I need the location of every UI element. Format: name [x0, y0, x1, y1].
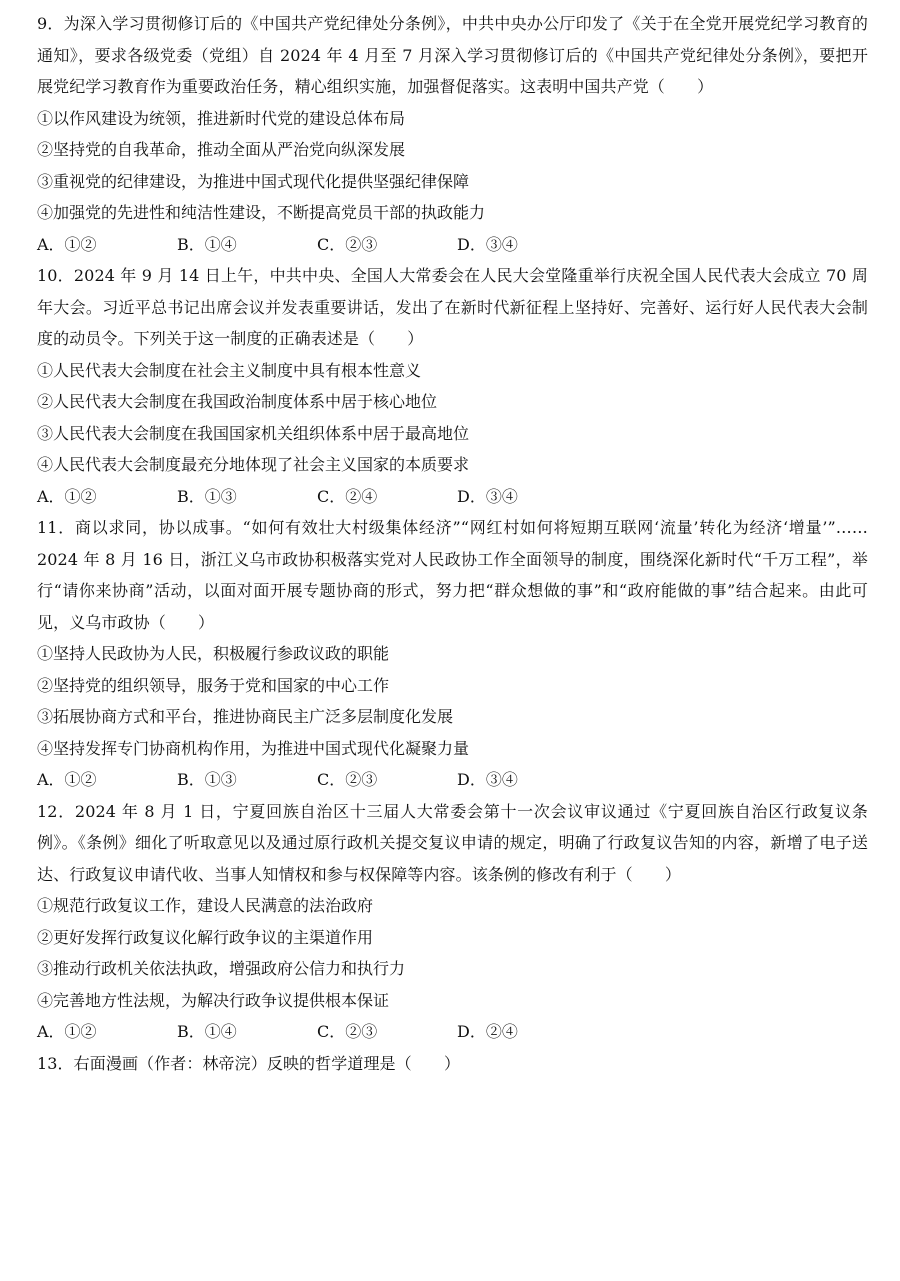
choice-c[interactable]: C．②③	[317, 1022, 378, 1041]
question-stem: 9．为深入学习贯彻修订后的《中国共产党纪律处分条例》，中共中央办公厅印发了《关于在全党开展党纪学习教育的通知》，要求各级党委（党组）自 2024 年 4 月至 7 月深入学习贯彻修订后的《中国共产党纪律处分条例》，要把开展党纪学习教育作为重要政治任务，精心组织实施，加强督促落实。这表明中国共产党（ ）	[37, 14, 868, 96]
choice-a[interactable]: A．①②	[37, 234, 97, 254]
answer-choices	[37, 481, 868, 513]
option-statement: ④坚持发挥专门协商机构作用，为推进中国式现代化凝聚力量	[37, 738, 470, 758]
choice-c[interactable]: C．②④	[317, 486, 378, 506]
answer-choices	[37, 1016, 868, 1048]
question-13	[37, 1048, 868, 1080]
option-statement: ③重视党的纪律建设，为推进中国式现代化提供坚强纪律保障	[37, 171, 470, 191]
question-9	[37, 8, 868, 260]
question-stem: 13．右面漫画（作者：林帝浣）反映的哲学道理是（ ）	[37, 1053, 461, 1073]
option-statement: ②坚持党的自我革命，推动全面从严治党向纵深发展	[37, 140, 406, 159]
answer-choices	[37, 764, 868, 796]
choice-c[interactable]: C．②③	[317, 234, 378, 254]
choice-d[interactable]: D．③④	[457, 486, 518, 506]
option-statement: ③推动行政机关依法执政，增强政府公信力和执行力	[37, 959, 406, 978]
option-statement: ①规范行政复议工作，建设人民满意的法治政府	[37, 896, 374, 915]
choice-c[interactable]: C．②③	[317, 770, 378, 789]
choice-d[interactable]: D．③④	[457, 234, 518, 254]
option-statement: ①人民代表大会制度在社会主义制度中具有根本性意义	[37, 360, 422, 380]
option-statement: ②坚持党的组织领导，服务于党和国家的中心工作	[37, 675, 390, 695]
choice-a[interactable]: A．①②	[37, 486, 97, 506]
answer-choices	[37, 229, 868, 261]
option-statement: ④加强党的先进性和纯洁性建设，不断提高党员干部的执政能力	[37, 203, 486, 222]
option-statement: ④人民代表大会制度最充分地体现了社会主义国家的本质要求	[37, 455, 470, 474]
option-statement: ②更好发挥行政复议化解行政争议的主渠道作用	[37, 927, 374, 947]
option-statement: ①坚持人民政协为人民，积极履行参政议政的职能	[37, 644, 390, 663]
question-11	[37, 512, 868, 796]
question-stem: 12．2024 年 8 月 1 日，宁夏回族自治区十三届人大常委会第十一次会议审议通过《宁夏回族自治区行政复议条例》。《条例》细化了听取意见以及通过原行政机关提交复议申请的规定，明确了行政复议告知的内容，新增了电子送达、行政复议申请代收、当事人知情权和参与权保障等内容。该条例的修改有利于（ ）	[37, 801, 868, 884]
option-statement: ③拓展协商方式和平台，推进协商民主广泛多层制度化发展	[37, 707, 454, 726]
question-stem: 10．2024 年 9 月 14 日上午，中共中央、全国人大常委会在人民大会堂隆重举行庆祝全国人民代表大会成立 70 周年大会。习近平总书记出席会议并发表重要讲话，发出了在新时代新征程上坚持好、完善好、运行好人民代表大会制度的动员令。下列关于这一制度的正确表述是（ ）	[37, 266, 868, 348]
option-statement: ②人民代表大会制度在我国政治制度体系中居于核心地位	[37, 392, 438, 411]
choice-d[interactable]: D．②④	[457, 1022, 518, 1041]
question-stem: 11．商以求同，协以成事。“如何有效壮大村级集体经济”“网红村如何将短期互联网‘流量’转化为经济‘增量’”……2024 年 8 月 16 日，浙江义乌市政协积极落实党对人民政协工作全面领导的制度，围绕深化新时代“千万工程”，举行“请你来协商”活动，以面对面开展专题协商的形式，努力把“群众想做的事”和“政府能做的事”结合起来。由此可见，义乌市政协（ ）	[37, 518, 868, 632]
choice-b[interactable]: B．①④	[177, 234, 237, 254]
choice-a[interactable]: A．①②	[37, 1022, 97, 1041]
choice-b[interactable]: B．①③	[177, 770, 237, 789]
choice-b[interactable]: B．①③	[177, 486, 237, 506]
option-statement: ①以作风建设为统领，推进新时代党的建设总体布局	[37, 108, 406, 128]
choice-b[interactable]: B．①④	[177, 1022, 237, 1041]
option-statement: ③人民代表大会制度在我国国家机关组织体系中居于最高地位	[37, 423, 470, 443]
option-statement: ④完善地方性法规，为解决行政争议提供根本保证	[37, 990, 390, 1010]
question-10	[37, 260, 868, 512]
choice-a[interactable]: A．①②	[37, 770, 97, 789]
question-12	[37, 796, 868, 1048]
choice-d[interactable]: D．③④	[457, 770, 518, 789]
